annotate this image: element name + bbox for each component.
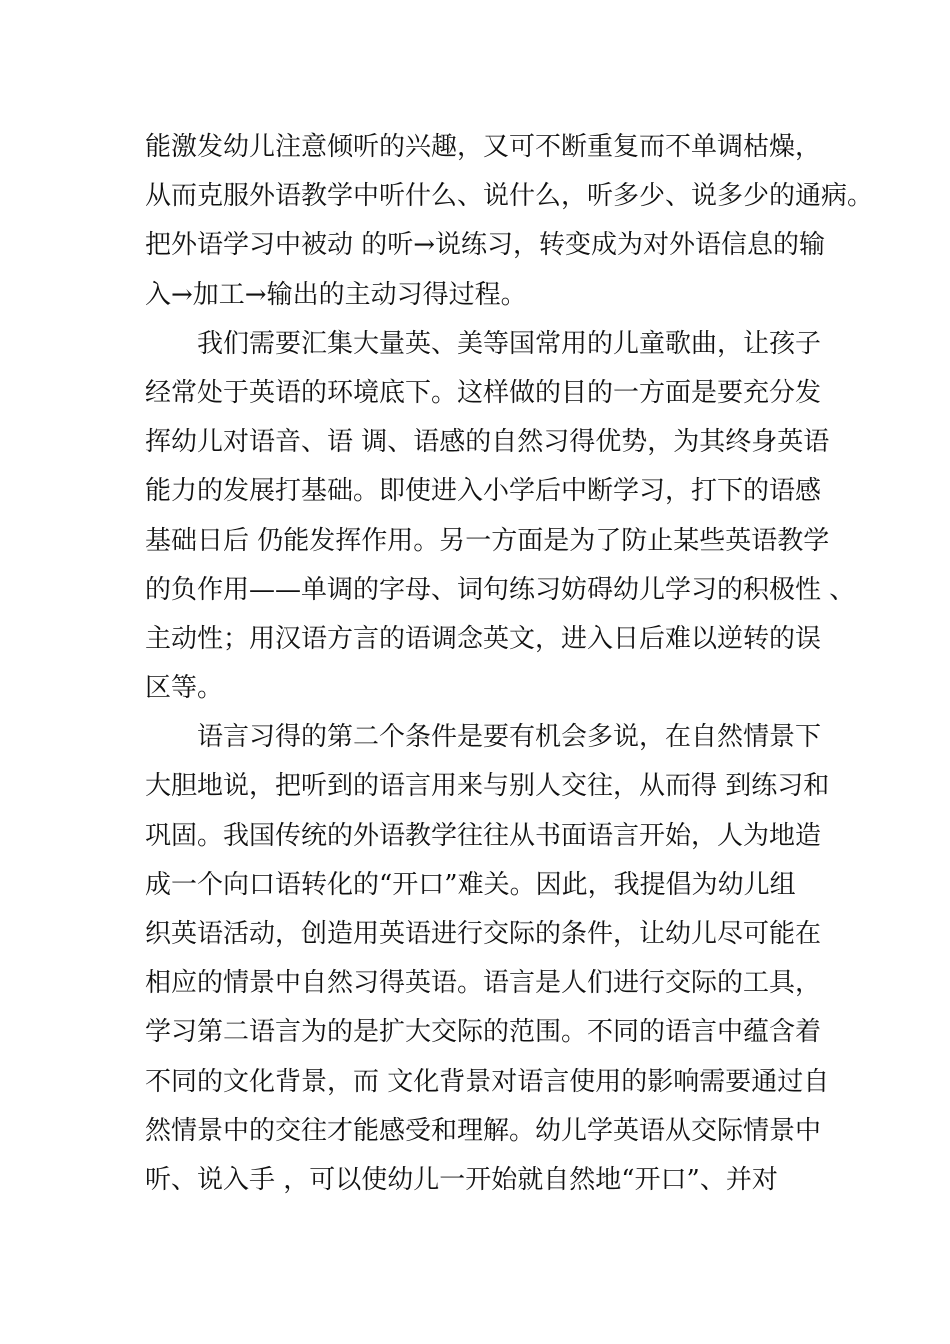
paragraph-2-line-5: 基础日后 仍能发挥作用。另一方面是为了防止某些英语教学 [145,525,830,556]
body-text [145,128,874,1210]
paragraph-2-line-7: 主动性；用汉语方言的语调念英文，进入日后难以逆转的误 [145,623,822,654]
paragraph-2-line-3: 挥幼儿对语音、语 调、语感的自然习得优势，为其终身英语 [145,427,830,458]
paragraph-3-line-10: 听、说入手 ，可以使幼儿一开始就自然地“开口”、并对 [145,1164,778,1195]
paragraph-3-line-9: 然情景中的交往才能感受和理解。幼儿学英语从交际情景中 [145,1115,822,1146]
paragraph-3-line-5: 织英语活动，创造用英语进行交际的条件，让幼儿尽可能在 [145,919,822,949]
paragraph-2-line-4: 能力的发展打基础。即使进入小学后中断学习，打下的语感 [145,476,822,507]
paragraph-3-line-7: 学习第二语言为的是扩大交际的范围。不同的语言中蕴含着 [145,1017,822,1048]
paragraph-2-line-2: 经常处于英语的环境底下。这样做的目的一方面是要充分发 [145,377,822,408]
paragraph-2-line-6: 的负作用——单调的字母、词句练习妨碍幼儿学习的积极性 、 [145,574,856,605]
paragraph-3-line-2: 大胆地说，把听到的语言用来与别人交往，从而得 到练习和 [145,771,830,802]
paragraph-1-line-1: 能激发幼儿注意倾听的兴趣，又可不断重复而不单调枯燥， [145,132,822,162]
paragraph-1-line-4: 入→加工→输出的主动习得过程。 [145,279,527,310]
paragraph-3-line-8: 不同的文化背景，而 文化背景对语言使用的影响需要通过自 [145,1066,830,1097]
paragraph-1-line-2: 从而克服外语教学中听什么、说什么，听多少、说多少的通病。 [145,181,874,212]
paragraph-2-line-1: 我们需要汇集大量英、美等国常用的儿童歌曲，让孩子 [197,328,822,359]
paragraph-3-line-4: 成一个向口语转化的“开口”难关。因此，我提倡为幼儿组 [145,869,796,900]
paragraph-2-line-8: 区等。 [145,673,224,704]
paragraph-3-line-3: 巩固。我国传统的外语教学往往从书面语言开始，人为地造 [145,820,822,851]
paragraph-3-line-1: 语言习得的第二个条件是要有机会多说，在自然情景下 [197,722,822,753]
paragraph-3-line-6: 相应的情景中自然习得英语。语言是人们进行交际的工具， [145,968,822,999]
paragraph-1-line-3: 把外语学习中被动 的听→说练习，转变成为对外语信息的输 [145,230,826,261]
